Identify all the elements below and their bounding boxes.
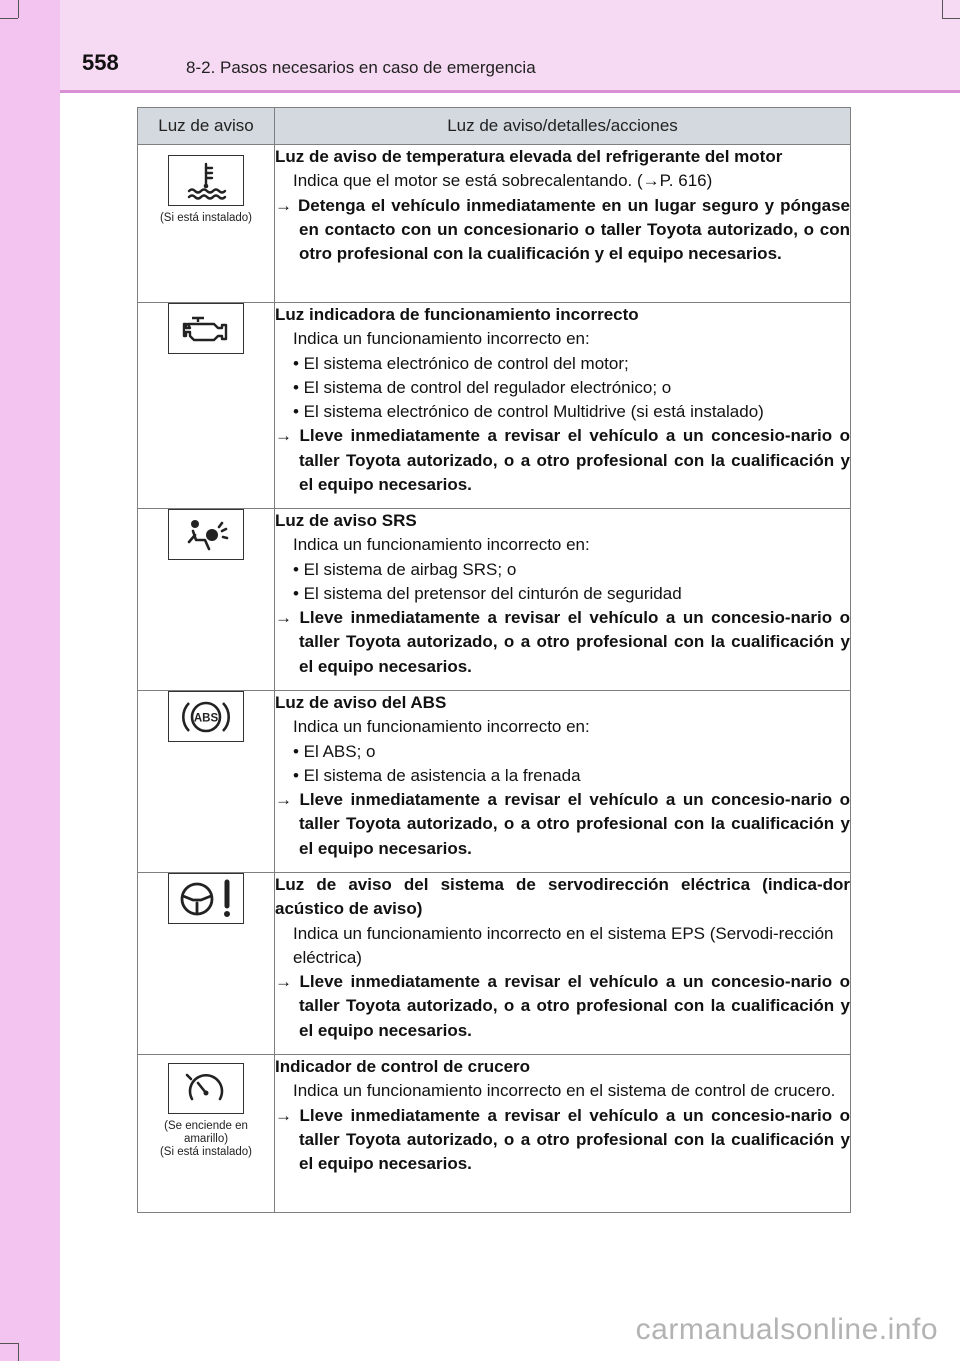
list-item: • El sistema electrónico de control del motor; xyxy=(293,353,629,373)
list-item: • El sistema electrónico de control Multidrive (si está instalado) xyxy=(293,402,764,422)
section-title: 8-2. Pasos necesarios en caso de emergencia xyxy=(186,58,536,77)
warning-action: → Lleve inmediatamente a revisar el vehículo a un concesio-nario o taller Toyota autorizado, o a otro profesional con la cualificación y el equipo necesarios. xyxy=(275,972,850,1040)
warning-title: Luz de aviso de temperatura elevada del refrigerante del motor xyxy=(275,147,783,166)
coolant-temperature-icon xyxy=(168,155,244,206)
crop-mark xyxy=(0,1343,18,1344)
icon-note: (Se enciende en amarillo) (Si está instalado) xyxy=(159,1120,253,1158)
description-cell xyxy=(275,1055,851,1213)
table-row xyxy=(138,691,851,873)
column-header-details: Luz de aviso/detalles/acciones xyxy=(275,108,851,145)
warning-title: Luz de aviso SRS xyxy=(275,511,417,530)
cruise-control-icon xyxy=(168,1063,244,1114)
description-cell xyxy=(275,145,851,303)
icon-cell xyxy=(138,509,275,691)
crop-mark xyxy=(942,0,943,18)
list-item: • El sistema de asistencia a la frenada xyxy=(293,765,581,785)
description-cell xyxy=(275,691,851,873)
table-row xyxy=(138,145,851,303)
abs-icon xyxy=(168,691,244,742)
margin-strip-left xyxy=(0,0,60,1361)
warning-text: Indica un funcionamiento incorrecto en: xyxy=(293,329,590,349)
list-item: • El ABS; o xyxy=(293,741,376,761)
table-row xyxy=(138,873,851,1055)
description-cell xyxy=(275,303,851,509)
warning-action: → Detenga el vehículo inmediatamente en un lugar seguro y póngase en contacto con un concesionario o taller Toyota autorizado, o con otro profesional con la cualificación y el equipo necesarios. xyxy=(275,195,850,264)
icon-cell xyxy=(138,691,275,873)
crop-mark xyxy=(0,18,18,19)
column-header-light: Luz de aviso xyxy=(138,108,275,145)
description-cell xyxy=(275,873,851,1055)
table-row xyxy=(138,509,851,691)
warning-action: → Lleve inmediatamente a revisar el vehículo a un concesio-nario o taller Toyota autorizado, o a otro profesional con la cualificación y el equipo necesarios. xyxy=(275,608,850,676)
warning-title: Luz indicadora de funcionamiento incorrecto xyxy=(275,305,639,324)
crop-mark xyxy=(942,18,960,19)
crop-mark xyxy=(18,1343,19,1361)
srs-airbag-icon xyxy=(168,509,244,560)
warning-text: Indica que el motor se está sobrecalentando. (→P. 616) xyxy=(293,171,713,191)
watermark: carmanualsonline.info xyxy=(635,1313,938,1346)
warning-text: Indica un funcionamiento incorrecto en: xyxy=(293,535,590,555)
power-steering-icon xyxy=(168,873,244,924)
warning-action: → Lleve inmediatamente a revisar el vehículo a un concesio-nario o taller Toyota autorizado, o a otro profesional con la cualificación y el equipo necesarios. xyxy=(275,790,850,858)
warning-lights-table xyxy=(137,107,851,1213)
warning-text: Indica un funcionamiento incorrecto en el sistema EPS (Servodi-rección eléctrica) xyxy=(293,923,834,967)
icon-cell xyxy=(138,873,275,1055)
warning-title: Luz de aviso del sistema de servodirección eléctrica (indica-dor acústico de aviso) xyxy=(275,875,850,919)
warning-action: → Lleve inmediatamente a revisar el vehículo a un concesio-nario o taller Toyota autorizado, o a otro profesional con la cualificación y el equipo necesarios. xyxy=(275,1105,850,1174)
header-rule xyxy=(60,90,960,93)
icon-cell xyxy=(138,1055,275,1213)
warning-action: → Lleve inmediatamente a revisar el vehículo a un concesio-nario o taller Toyota autorizado, o a otro profesional con la cualificación y el equipo necesarios. xyxy=(275,426,850,495)
abs-icon-text: ABS xyxy=(193,712,219,724)
warning-text: Indica un funcionamiento incorrecto en el sistema de control de crucero. xyxy=(293,1081,836,1101)
warning-title: Indicador de control de crucero xyxy=(275,1057,531,1076)
list-item: • El sistema de control del regulador electrónico; o xyxy=(293,377,672,397)
warning-title: Luz de aviso del ABS xyxy=(275,693,447,712)
icon-cell xyxy=(138,303,275,509)
crop-mark xyxy=(18,0,19,18)
list-item: • El sistema del pretensor del cinturón de seguridad xyxy=(293,583,682,603)
table-header-row xyxy=(138,108,851,145)
warning-text: Indica un funcionamiento incorrecto en: xyxy=(293,717,590,737)
table-row xyxy=(138,303,851,509)
engine-malfunction-icon xyxy=(168,303,244,354)
list-item: • El sistema de airbag SRS; o xyxy=(293,559,517,579)
table-row xyxy=(138,1055,851,1213)
description-cell xyxy=(275,509,851,691)
icon-cell xyxy=(138,145,275,303)
page-number: 558 xyxy=(82,50,119,75)
icon-note: (Si está instalado) xyxy=(159,212,253,224)
